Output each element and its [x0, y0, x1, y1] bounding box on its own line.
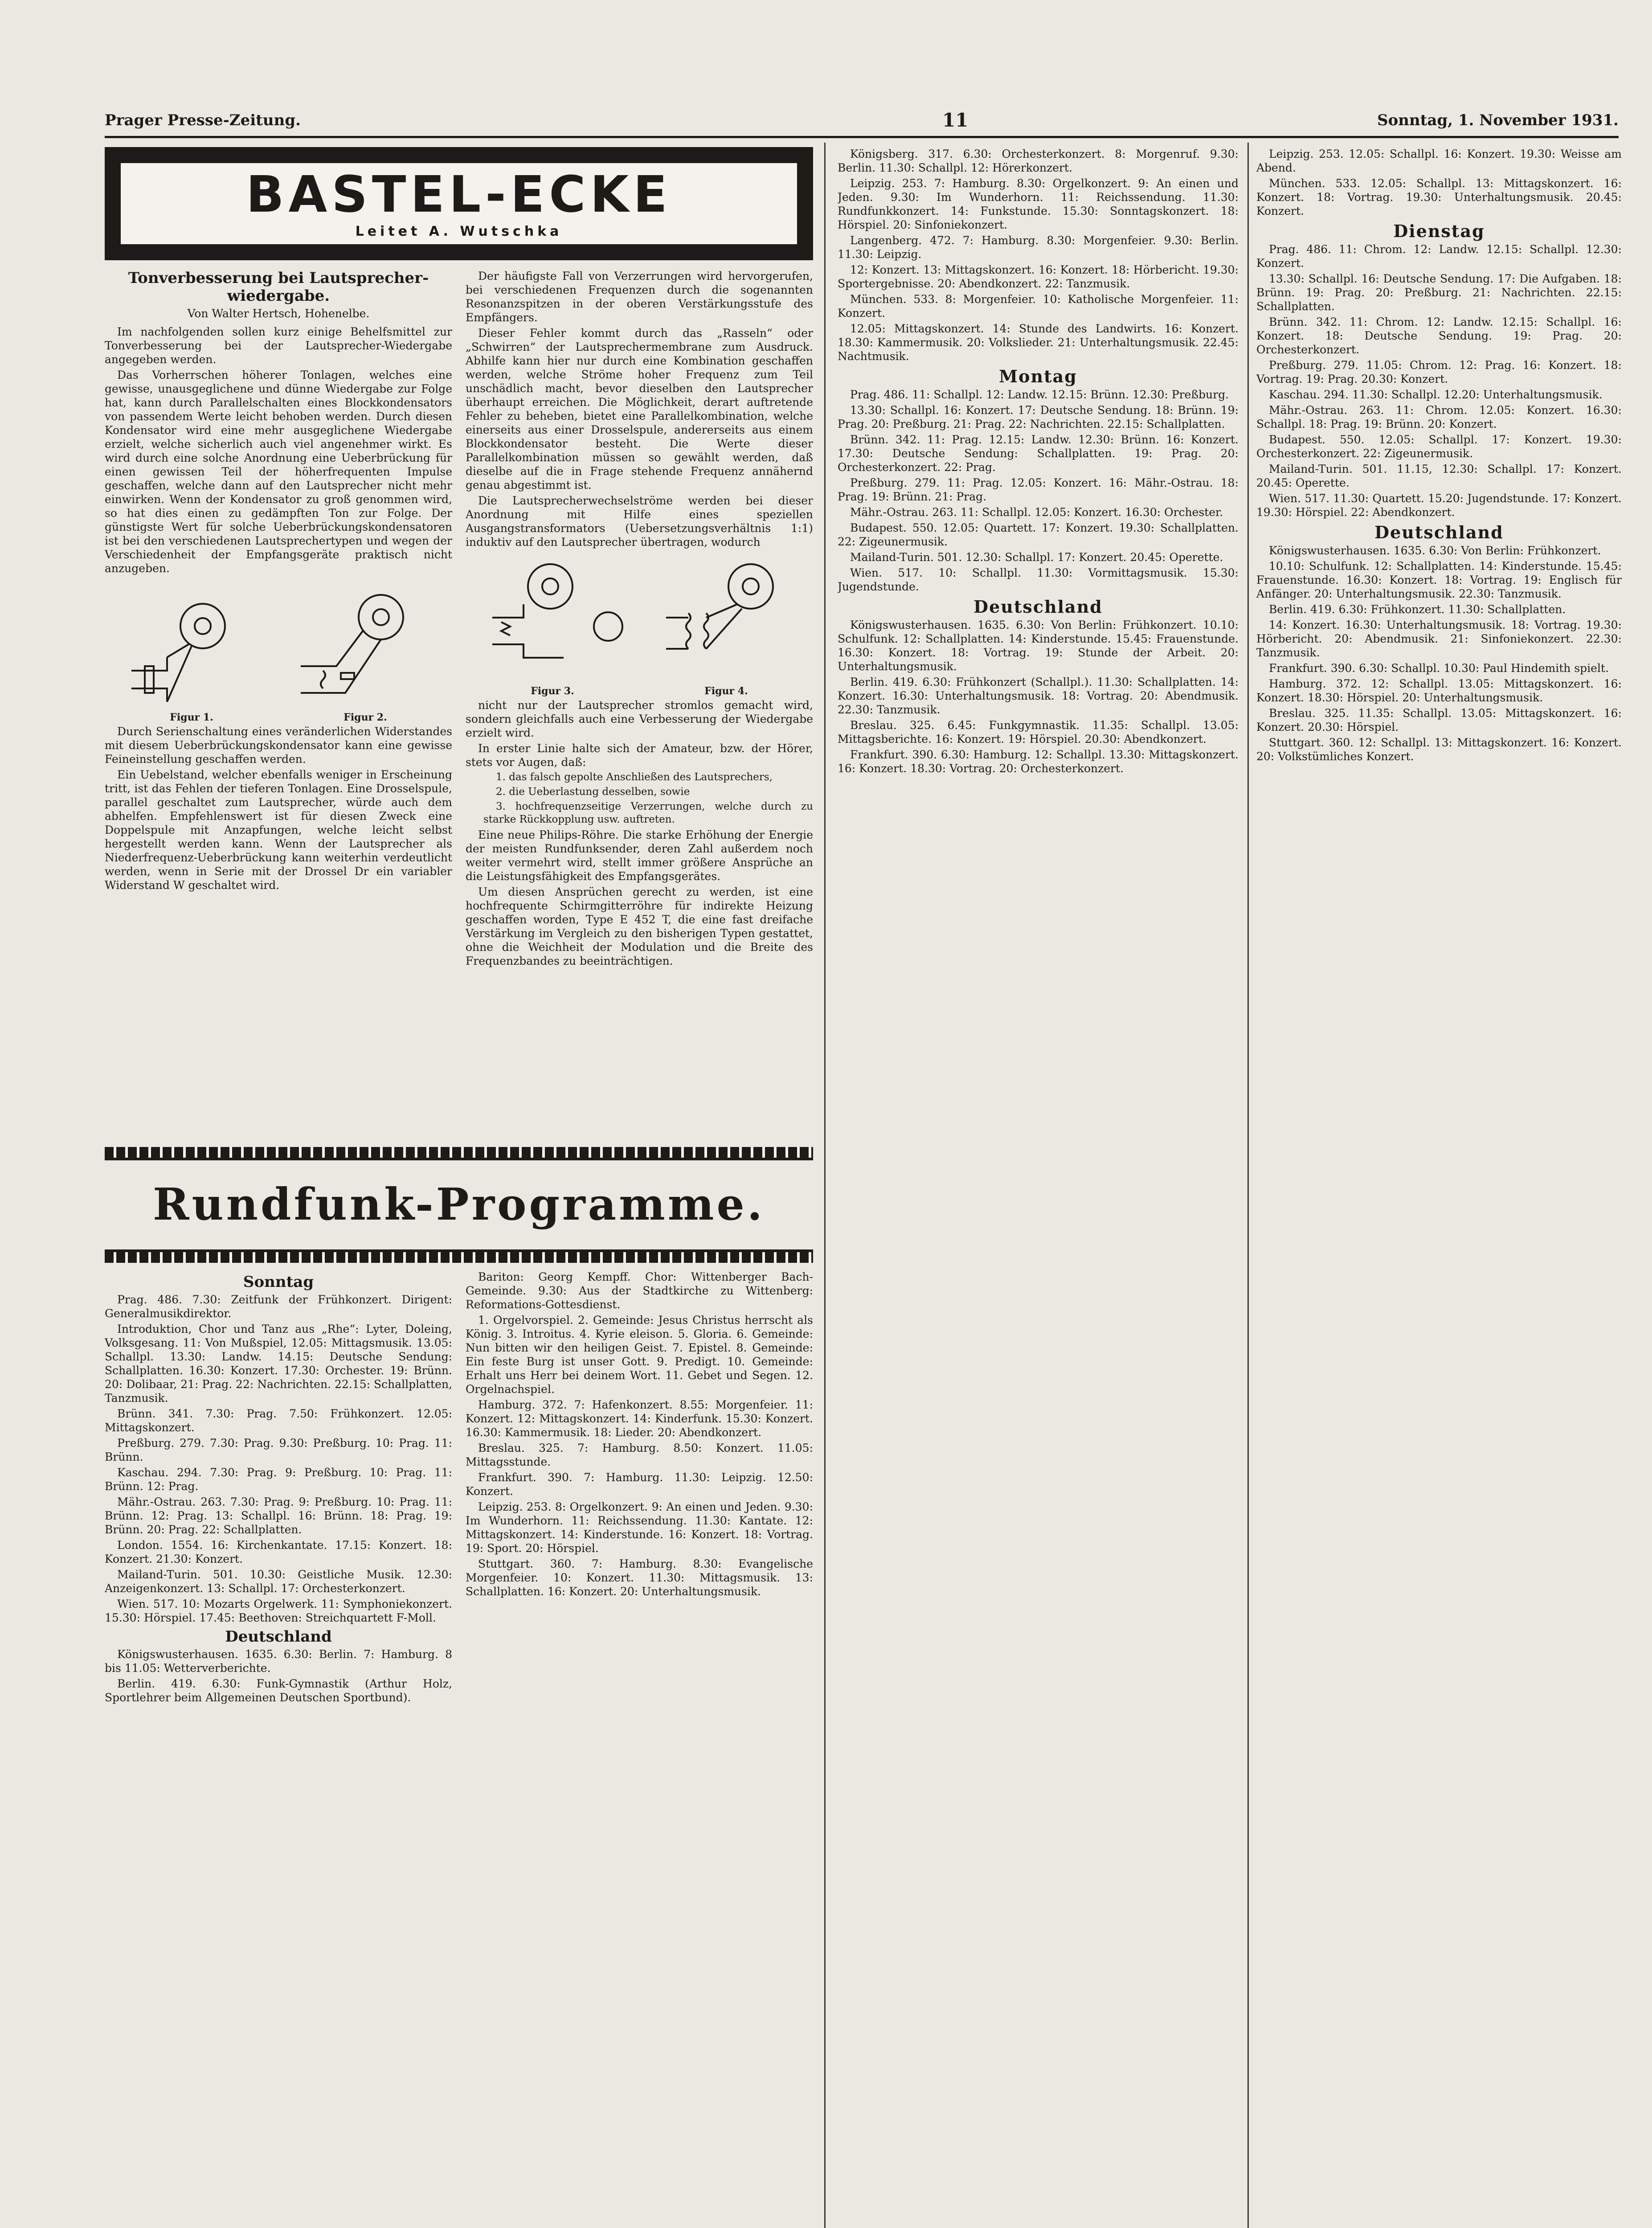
program-entry: Prag. 486. 11: Schallpl. 12: Landw. 12.15: Brünn. 12.30: Preßburg.	[850, 388, 1229, 401]
country-heading: Deutschland	[1374, 522, 1504, 542]
program-entry: Hamburg. 372. 12: Schallpl. 13.05: Mittagskonzert. 16: Konzert. 18.30: Hörspiel. 20: Unterhaltungsmusik.	[1256, 677, 1622, 704]
article-author: Von Walter Hertsch, Hohenelbe.	[187, 307, 370, 320]
program-entry: Kaschau. 294. 7.30: Prag. 9: Preßburg. 10: Prag. 11: Brünn. 12: Prag.	[105, 1466, 452, 1493]
program-entry: Budapest. 550. 12.05: Quartett. 17: Konzert. 19.30: Schallplatten. 22: Zigeunermusik.	[838, 521, 1239, 548]
program-left	[105, 1270, 452, 1706]
program-entry: Brünn. 342. 11: Chrom. 12: Landw. 12.15: Schallpl. 16: Konzert. 18: Deutsche Sendung. 19: Prag. 20: Orchesterkonzert.	[1256, 315, 1622, 356]
bastel-title: BASTEL-ECKE	[246, 166, 672, 224]
figure-3-4	[466, 551, 813, 684]
right-column	[1256, 147, 1622, 2228]
program-entry: Königswusterhausen. 1635. 6.30: Von Berlin: Frühkonzert.	[1269, 544, 1601, 557]
article-paragraph: Im nachfolgenden sollen kurz einige Behelfsmittel zur Tonverbesserung bei der Lautsprecher-Wiedergabe angegeben werden.	[105, 325, 452, 366]
program-entry: 13.30: Schallpl. 16: Deutsche Sendung. 17: Die Aufgaben. 18: Brünn. 19: Prag. 20: Preßburg. 21: Nachrichten. 22.15: Schallplatten.	[1256, 272, 1622, 313]
program-entry: Berlin. 419. 6.30: Frühkonzert. 11.30: Schallplatten.	[1269, 603, 1566, 616]
article-left	[105, 269, 452, 1138]
article-right	[466, 269, 813, 1138]
program-entry: München. 533. 12.05: Schallpl. 13: Mittagskonzert. 16: Konzert. 18: Vortrag. 19.30: Unterhaltungsmusik. 20.45: Konzert.	[1256, 177, 1622, 217]
rundfunk-title: Rundfunk-Programme.	[105, 1158, 813, 1252]
program-entry: Wien. 517. 10: Schallpl. 11.30: Vormittagsmusik. 15.30: Jugendstunde.	[838, 566, 1239, 593]
day-heading: Sonntag	[243, 1273, 314, 1291]
program-entry: Königsberg. 317. 6.30: Orchesterkonzert. 8: Morgenruf. 9.30: Berlin. 11.30: Schallpl. 12: Hörerkonzert.	[838, 147, 1239, 174]
program-entry: Mailand-Turin. 501. 10.30: Geistliche Musik. 12.30: Anzeigenkonzert. 13: Schallpl. 17: Orchesterkonzert.	[105, 1568, 452, 1595]
program-entry: Breslau. 325. 6.45: Funkgymnastik. 11.35: Schallpl. 13.05: Mittagsberichte. 16: Konzert. 19: Hörspiel. 20.30: Abendkonzert.	[838, 719, 1239, 745]
article-paragraph: Die Lautsprecherwechselströme werden bei dieser Anordnung mit Hilfe eines speziellen Ausgangstransformators (Uebersetzungsverhältnis 1:1) induktiv auf den Lautsprecher übertragen, wodurch	[466, 494, 813, 549]
program-entry: Königswusterhausen. 1635. 6.30: Von Berlin: Frühkonzert. 10.10: Schulfunk. 12: Schallplatten. 14: Kinderstunde. 15.45: Frauenstunde. 16.30: Konzert. 18: Vortrag. 19: Stunde der Arbeit. 20: Unterhaltungsmusik.	[838, 618, 1239, 673]
program-entry: Frankfurt. 390. 6.30: Schallpl. 10.30: Paul Hindemith spielt.	[1269, 662, 1609, 675]
program-entry: 13.30: Schallpl. 16: Konzert. 17: Deutsche Sendung. 18: Brünn. 19: Prag. 20: Preßburg. 21: Prag. 22: Nachrichten. 22.15: Schallplatten.	[838, 404, 1239, 430]
article-paragraph: Das Vorherrschen höherer Tonlagen, welches eine gewisse, unausgeglichene und dünne Wiedergabe zur Folge hat, kann durch Parallelschalten eines Blockkondensators von passendem Werte leicht behoben werden. Durch diesen Kondensator wird eine mehr ausgeglichene Wiedergabe erzielt, welche sicherlich auch viel angenehmer wirkt. Es wird durch eine solche Anordnung eine Ueberbrückung für einen gewissen Teil der höherfrequenten Impulse geschaffen, welche dann auf den Lautsprecher nicht mehr einwirken. Wenn der Kondensator zu groß genommen wird, so hat dies einen zu gedämpften Ton zur Folge. Der günstigste Wert für solche Ueberbrückungskondensatoren ist bei den verschiedenen Lautsprechertypen und wegen der Verschiedenheit der Empfangsgeräte praktisch nicht anzugeben.	[105, 369, 452, 575]
program-entry: Leipzig. 253. 12.05: Schallpl. 16: Konzert. 19.30: Weisse am Abend.	[1256, 147, 1622, 174]
article-paragraph: nicht nur der Lautsprecher stromlos gemacht wird, sondern gleichfalls auch eine Verbesserung der Wiedergabe erzielt wird.	[466, 699, 813, 739]
figure-caption: Figur 3.	[531, 685, 574, 697]
column-rule	[1247, 143, 1249, 2228]
program-entry: 12.05: Mittagskonzert. 14: Stunde des Landwirts. 16: Konzert. 18.30: Kammermusik. 20: Volkslieder. 21: Unterhaltungsmusik. 22.45: Nachtmusik.	[838, 322, 1239, 363]
article-paragraph: Dieser Fehler kommt durch das „Rasseln“ oder „Schwirren“ der Lautsprechermembrane zum Ausdruck. Abhilfe kann hier nur durch eine Kombination geschaffen werden, welche Ströme hoher Frequenz zum Teil unschädlich macht, bevor dieselben den Lautsprecher überhaupt erreichen. Die Möglichkeit, derart auftretende Fehler zu beheben, bietet eine Parallelkombination, welche einerseits aus einer Drosselspule, andererseits aus einem Blockkondensator besteht. Die Werte dieser Parallelkombination müssen so gewählt werden, daß dieselbe auf die in Frage stehende Frequenz annähernd genau abgestimmt ist.	[466, 327, 813, 491]
program-entry: Prag. 486. 7.30: Zeitfunk der Frühkonzert. Dirigent: Generalmusikdirektor.	[105, 1293, 452, 1320]
list-item: 2. die Ueberlastung desselben, sowie	[496, 786, 690, 798]
figure-caption: Figur 1.	[170, 712, 213, 723]
article-paragraph: Durch Serienschaltung eines veränderlichen Widerstandes mit diesem Ueberbrückungskondensator kann eine gewisse Feineinstellung geschaffen werden.	[105, 725, 452, 766]
program-entry: Leipzig. 253. 8: Orgelkonzert. 9: An einen und Jeden. 9.30: Im Wunderhorn. 11: Reichssendung. 11.30: Kantate. 12: Mittagskonzert. 14: Kinderstunde. 16: Konzert. 18: Vortrag. 19: Sport. 20: Hörspiel.	[466, 1500, 813, 1555]
program-entry: Bariton: Georg Kempff. Chor: Wittenberger Bach-Gemeinde. 9.30: Aus der Stadtkirche zu Wittenberg: Reformations-Gottesdienst.	[466, 1270, 813, 1311]
article-paragraph: Der häufigste Fall von Verzerrungen wird hervorgerufen, bei verschiedenen Frequenzen durch die sogenannten Resonanzspitzen in der oberen Verstärkungsstufe des Empfängers.	[466, 270, 813, 324]
program-entry: Budapest. 550. 12.05: Schallpl. 17: Konzert. 19.30: Orchesterkonzert. 22: Zigeunermusik.	[1256, 433, 1622, 460]
issue-date: Sonntag, 1. November 1931.	[1377, 111, 1619, 129]
program-entry: Stuttgart. 360. 7: Hamburg. 8.30: Evangelische Morgenfeier. 10: Konzert. 11.30: Mittagsmusik. 13: Schallplatten. 16: Konzert. 20: Unterhaltungsmusik.	[466, 1557, 813, 1598]
newspaper-name: Prager Presse-Zeitung.	[105, 111, 301, 129]
program-entry: Frankfurt. 390. 6.30: Hamburg. 12: Schallpl. 13.30: Mittagskonzert. 16: Konzert. 18.30: Vortrag. 20: Orchesterkonzert.	[838, 748, 1239, 775]
program-entry: Wien. 517. 10: Mozarts Orgelwerk. 11: Symphoniekonzert. 15.30: Hörspiel. 17.45: Beethoven: Streichquartett F-Moll.	[105, 1597, 452, 1624]
program-entry: Preßburg. 279. 7.30: Prag. 9.30: Preßburg. 10: Prag. 11: Brünn.	[105, 1437, 452, 1463]
article-title: Tonverbesserung bei Lautsprecher-wiedergabe.	[128, 269, 429, 305]
program-entry: Preßburg. 279. 11.05: Chrom. 12: Prag. 16: Konzert. 18: Vortrag. 19: Prag. 20.30: Konzert.	[1256, 359, 1622, 385]
program-entry: Stuttgart. 360. 12: Schallpl. 13: Mittagskonzert. 16: Konzert. 20: Volkstümliches Konzert.	[1256, 736, 1622, 763]
program-entry: Mähr.-Ostrau. 263. 11: Chrom. 12.05: Konzert. 16.30: Schallpl. 18: Prag. 19: Brünn. 20: Konzert.	[1256, 404, 1622, 430]
program-entry: 12: Konzert. 13: Mittagskonzert. 16: Konzert. 18: Hörbericht. 19.30: Sportergebnisse. 20: Abendkonzert. 22: Tanzmusik.	[838, 263, 1239, 290]
country-heading: Deutschland	[225, 1628, 332, 1646]
list-item: 1. das falsch gepolte Anschließen des Lautsprechers,	[496, 771, 773, 783]
program-entry: Hamburg. 372. 7: Hafenkonzert. 8.55: Morgenfeier. 11: Konzert. 12: Mittagskonzert. 14: Kinderfunk. 15.30: Konzert. 16.30: Kammermusik. 18: Lieder. 20: Abendkonzert.	[466, 1398, 813, 1439]
program-entry: Leipzig. 253. 7: Hamburg. 8.30: Orgelkonzert. 9: An einen und Jeden. 9.30: Im Wunderhorn. 11: Reichssendung. 11.30: Rundfunkkonzert. 14: Funkstunde. 15.30: Sonntagskonzert. 18: Hörspiel. 20: Sinfoniekonzert.	[838, 177, 1239, 231]
program-entry: London. 1554. 16: Kirchenkantate. 17.15: Konzert. 18: Konzert. 21.30: Konzert.	[105, 1539, 452, 1565]
column-rule	[824, 143, 826, 2228]
program-entry: Breslau. 325. 11.35: Schallpl. 13.05: Mittagskonzert. 16: Konzert. 20.30: Hörspiel.	[1256, 707, 1622, 733]
program-entry: Breslau. 325. 7: Hamburg. 8.50: Konzert. 11.05: Mittagsstunde.	[466, 1442, 813, 1468]
article-paragraph: Um diesen Ansprüchen gerecht zu werden, ist eine hochfrequente Schirmgitterröhre für indirekte Heizung geschaffen worden, Type E 452 T, die eine fast dreifache Verstärkung im Vergleich zu den bisherigen Typen gestattet, ohne die Weichheit der Modulation und die Breite des Frequenzbandes zu beeinträchtigen.	[466, 885, 813, 967]
program-entry: Berlin. 419. 6.30: Funk-Gymnastik (Arthur Holz, Sportlehrer beim Allgemeinen Deutschen Sportbund).	[105, 1677, 452, 1704]
program-entry: Königswusterhausen. 1635. 6.30: Berlin. 7: Hamburg. 8 bis 11.05: Wetterverberichte.	[105, 1648, 452, 1675]
article-paragraph: Eine neue Philips-Röhre. Die starke Erhöhung der Energie der meisten Rundfunksender, deren Zahl außerdem noch weiter vermehrt wird, stellt immer größere Ansprüche an die Leistungsfähigkeit des Empfangsgerätes.	[466, 828, 813, 883]
middle-column	[838, 147, 1239, 2228]
country-heading: Deutschland	[973, 597, 1103, 617]
program-entry: Mähr.-Ostrau. 263. 7.30: Prag. 9: Preßburg. 10: Prag. 11: Brünn. 12: Prag. 13: Schallpl. 16: Brünn. 18: Prag. 19: Brünn. 20: Prag. 22: Schallplatten.	[105, 1495, 452, 1536]
program-entry: Kaschau. 294. 11.30: Schallpl. 12.20: Unterhaltungsmusik.	[1269, 388, 1603, 401]
program-entry: Preßburg. 279. 11: Prag. 12.05: Konzert. 16: Mähr.-Ostrau. 18: Prag. 19: Brünn. 21: Prag.	[838, 476, 1239, 503]
program-entry: Brünn. 341. 7.30: Prag. 7.50: Frühkonzert. 12.05: Mittagskonzert.	[105, 1407, 452, 1434]
program-entry: Brünn. 342. 11: Prag. 12.15: Landw. 12.30: Brünn. 16: Konzert. 17.30: Deutsche Sendung: Schallplatten. 19: Prag. 20: Orchesterkonzert. 22: Prag.	[838, 433, 1239, 474]
bastel-subtitle: Leitet A. Wutschka	[355, 224, 563, 239]
program-entry: Prag. 486. 11: Chrom. 12: Landw. 12.15: Schallpl. 12.30: Konzert.	[1256, 243, 1622, 270]
day-heading: Montag	[999, 366, 1077, 386]
program-entry: Mähr.-Ostrau. 263. 11: Schallpl. 12.05: Konzert. 16.30: Orchester.	[850, 506, 1223, 519]
day-heading: Dienstag	[1393, 221, 1485, 241]
program-entry: Wien. 517. 11.30: Quartett. 15.20: Jugendstunde. 17: Konzert. 19.30: Hörspiel. 22: Abendkonzert.	[1256, 492, 1622, 519]
program-entry: Frankfurt. 390. 7: Hamburg. 11.30: Leipzig. 12.50: Konzert.	[466, 1471, 813, 1498]
article-paragraph: In erster Linie halte sich der Amateur, bzw. der Hörer, stets vor Augen, daß:	[466, 742, 813, 769]
program-entry: Mailand-Turin. 501. 12.30: Schallpl. 17: Konzert. 20.45: Operette.	[850, 551, 1223, 564]
article-paragraph: Ein Uebelstand, welcher ebenfalls weniger in Erscheinung tritt, ist das Fehlen der tieferen Tonlagen. Eine Drosselspule, parallel geschaltet zum Lautsprecher, würde auch dem abhelfen. Empfehlenswert ist für diesen Zweck eine Doppelspule mit Anzapfungen, welche leicht selbst hergestellt werden kann. Wenn der Lautsprecher als Niederfrequenz-Ueberbrückung kann weiterhin verdeutlicht werden, wenn in Serie mit der Drossel Dr ein variabler Widerstand W geschaltet wird.	[105, 768, 452, 892]
left-column	[105, 147, 813, 2228]
program-entry: Berlin. 419. 6.30: Frühkonzert (Schallpl.). 11.30: Schallplatten. 14: Konzert. 16.30: Unterhaltungsmusik. 18: Vortrag. 20: Abendmusik. 22.30: Tanzmusik.	[838, 676, 1239, 716]
bastel-banner	[105, 147, 813, 260]
program-entry: Langenberg. 472. 7: Hamburg. 8.30: Morgenfeier. 9.30: Berlin. 11.30: Leipzig.	[838, 234, 1239, 261]
list-item: 3. hochfrequenzseitige Verzerrungen, welche durch zu starke Rückkopplung usw. auftreten.	[483, 801, 813, 825]
program-right	[466, 1270, 813, 1706]
program-entry: 10.10: Schulfunk. 12: Schallplatten. 14: Kinderstunde. 15.45: Frauenstunde. 16.30: Konzert. 18: Vortrag. 19: Englisch für Anfänger. 20: Unterhaltungsmusik. 22.30: Tanzmusik.	[1256, 560, 1622, 600]
rundfunk-banner	[105, 1147, 813, 1263]
page-number: 11	[942, 109, 969, 131]
figure-caption: Figur 4.	[704, 685, 748, 697]
program-entry: 1. Orgelvorspiel. 2. Gemeinde: Jesus Christus herrscht als König. 3. Introitus. 4. Kyrie eleison. 5. Gloria. 6. Gemeinde: Nun bitten wir den heiligen Geist. 7. Epistel. 8. Gemeinde: Ein feste Burg ist unser Gott. 9. Predigt. 10. Gemeinde: Erhalt uns Herr bei deinem Wort. 11. Gebet und Segen. 12. Orgelnachspiel.	[466, 1314, 813, 1396]
program-entry: Mailand-Turin. 501. 11.15, 12.30: Schallpl. 17: Konzert. 20.45: Operette.	[1256, 463, 1622, 489]
figure-1-2	[105, 577, 452, 711]
program-entry: München. 533. 8: Morgenfeier. 10: Katholische Morgenfeier. 11: Konzert.	[838, 293, 1239, 319]
program-entry: 14: Konzert. 16.30: Unterhaltungsmusik. 18: Vortrag. 19.30: Hörbericht. 20: Abendmusik. 21: Sinfoniekonzert. 22.30: Tanzmusik.	[1256, 618, 1622, 659]
program-entry: Introduktion, Chor und Tanz aus „Rhe“: Lyter, Doleing, Volksgesang. 11: Von Mußspiel, 12.05: Mittagsmusik. 13.05: Schallpl. 13.30: Landw. 14.15: Deutsche Sendung: Schallplatten. 16.30: Konzert. 17.30: Orchester. 19: Brünn. 20: Dolibaar, 21: Prag. 22: Nachrichten. 22.15: Schallplatten, Tanzmusik.	[105, 1323, 452, 1405]
page-header	[105, 109, 1619, 138]
figure-caption: Figur 2.	[343, 712, 387, 723]
